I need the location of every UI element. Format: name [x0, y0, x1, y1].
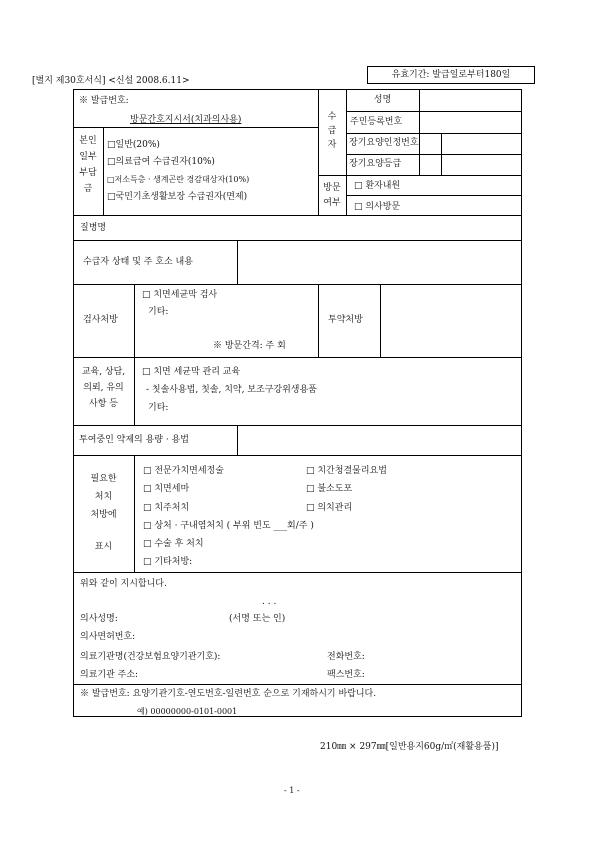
address-label: 의료기관 주소: [80, 670, 139, 680]
visit-label: 방문 여부 [323, 183, 341, 208]
issue-number-label: ※ 발급번호: [79, 96, 129, 106]
footnote-line1: ※ 발급번호: 요양기관기호-연도번호-일련번호 순으로 기재하시기 바랍니다. [80, 689, 377, 699]
copay-option-basic-livelihood[interactable]: □국민기초생활보장 수급권자(면제) [107, 192, 248, 202]
date-dots: . . . [262, 597, 277, 607]
education-other: 기타: [148, 403, 169, 413]
dosage-input[interactable] [239, 427, 519, 453]
field-name-input[interactable] [420, 90, 520, 110]
exam-other: 기타: [148, 307, 169, 317]
disease-label: 질병명 [80, 223, 107, 233]
license-label: 의사면허번호: [80, 632, 136, 642]
proc-wound-stomatitis[interactable]: □ 상처 · 구내염처치 ( 부위 빈도 ___회/주 ) [143, 521, 314, 531]
drug-prescription-label: 투약처방 [328, 315, 363, 325]
status-input[interactable] [239, 242, 519, 282]
proc-periodontal[interactable]: □ 치주처치 [143, 503, 190, 513]
field-ltc-grade-input[interactable] [442, 155, 520, 174]
recipient-label: 수 급 자 [327, 112, 337, 150]
validity-box: 유효기간: 발급일로부터180일 [367, 66, 535, 84]
doctor-name-label: 의사성명: [80, 614, 118, 624]
field-rrn-input[interactable] [420, 112, 520, 132]
exam-label: 검사처방 [83, 315, 118, 325]
education-plaque-check[interactable]: □ 치면 세균막 관리 교육 [142, 367, 241, 377]
paper-spec: 210㎜ × 297㎜[일반용지60g/㎡(재활용품)] [320, 742, 499, 752]
status-label: 수급자 상태 및 주 호소 내용 [83, 257, 193, 267]
copay-label: 본인 일부 부담 금 [79, 136, 97, 194]
seal-label: (서명 또는 인) [229, 614, 286, 624]
procedures-label: 필요한 처치 처방에 표시 [90, 474, 117, 552]
visit-interval: ※ 방문간격: 주 회 [213, 341, 286, 351]
proc-professional-cleaning[interactable]: □ 전문가치면세정술 [143, 466, 224, 476]
form-title: 방문간호지시서(치과의사용) [130, 115, 242, 125]
proc-interdental[interactable]: □ 치간청결물리요법 [306, 466, 387, 476]
institution-label: 의료기관명(건강보험요양기관기호): [80, 652, 221, 662]
copay-option-general[interactable]: □일반(20%) [107, 140, 160, 150]
proc-post-surgery[interactable]: □ 수술 후 처치 [143, 539, 204, 549]
education-items: - 칫솔사용법, 칫솔, 치약, 보조구강위생용품 [146, 385, 317, 395]
proc-scaling[interactable]: □ 치면세마 [143, 484, 190, 494]
copay-option-medical-aid[interactable]: □의료급여 수급권자(10%) [107, 157, 215, 167]
page-number: - 1 - [284, 786, 300, 795]
visit-option-clinic[interactable]: □ 환자내원 [354, 181, 401, 191]
field-ltc-number-label: 장기요양인정번호 [349, 138, 419, 148]
proc-fluoride[interactable]: □ 불소도포 [306, 484, 353, 494]
field-ltc-grade-label: 장기요양등급 [349, 159, 402, 169]
proc-other[interactable]: □ 기타처방: [143, 557, 193, 567]
education-label: 교육, 상담, 의뢰, 유의 사항 등 [81, 367, 126, 409]
instruction-text: 위와 같이 지시합니다. [80, 579, 167, 589]
footnote-example: 예) 00000000-0101-0001 [137, 707, 238, 716]
field-rrn-label: 주민등록번호 [350, 117, 403, 127]
form-label: [별지 제30호서식] <신설 2008.6.11> [32, 76, 190, 86]
copay-option-low-income[interactable]: □저소득층 · 생계곤란 경감대상자(10%) [107, 175, 250, 184]
proc-denture[interactable]: □ 의치관리 [306, 503, 353, 513]
field-name-label: 성명 [373, 95, 392, 105]
field-ltc-number-input[interactable] [442, 134, 520, 153]
visit-option-home[interactable]: □ 의사방문 [354, 202, 401, 212]
dosage-label: 투여중인 약제의 용량 · 용법 [79, 435, 189, 445]
drug-prescription-input[interactable] [382, 286, 519, 355]
phone-label: 전화번호: [327, 652, 365, 662]
exam-plaque-check[interactable]: □ 치면세균막 검사 [142, 290, 218, 300]
fax-label: 팩스번호: [327, 670, 365, 680]
